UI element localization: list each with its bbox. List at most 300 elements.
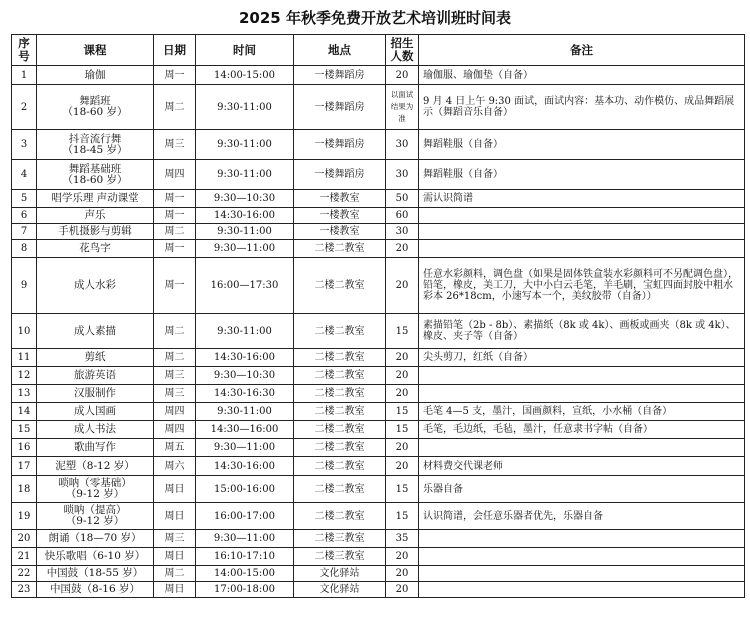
cell-num-text: 13: [17, 388, 31, 399]
cell-time: [196, 208, 294, 224]
cell-time: [196, 66, 294, 85]
cell-course-text: 泥塑（8-12 岁）: [55, 459, 135, 472]
cell-num: [12, 548, 37, 566]
cell-num: [12, 403, 37, 421]
cell-place-text: 二楼二教室: [314, 406, 365, 417]
cell-course: [37, 421, 154, 439]
cell-day: [154, 314, 196, 349]
cell-course-text: 朗诵（18—70 岁）: [48, 532, 142, 544]
cell-place: [294, 439, 386, 457]
cell-num-text: 2: [20, 101, 28, 113]
cell-num: [12, 530, 37, 548]
cell-quota-text: 30: [395, 139, 409, 150]
cell-note-text: 认识简谱，会任意乐器者优先，乐器自备: [423, 510, 603, 522]
cell-quota: [386, 439, 419, 457]
cell-place: [294, 476, 386, 503]
cell-day: [154, 240, 196, 258]
cell-quota-text: 20: [395, 388, 409, 399]
cell-quota-text: 20: [395, 551, 409, 562]
cell-num: [12, 421, 37, 439]
cell-course: [37, 258, 154, 314]
cell-place-text: 一楼教室: [319, 193, 360, 204]
schedule-table: [11, 34, 745, 598]
cell-place: [294, 582, 386, 598]
cell-num-text: 17: [17, 460, 31, 472]
cell-day-text: 周三: [164, 533, 185, 544]
cell-course: [37, 160, 154, 190]
cell-num: [12, 439, 37, 457]
cell-place: [294, 240, 386, 258]
cell-day: [154, 439, 196, 457]
cell-day-text: 周二: [164, 101, 185, 113]
cell-note: [419, 403, 745, 421]
cell-num-text: 16: [17, 442, 31, 453]
cell-course-text: 抖音流行舞 （18-45 岁）: [62, 132, 128, 156]
cell-quota-text: 15: [395, 406, 409, 417]
cell-course-text: 手机摄影与剪辑: [58, 225, 132, 237]
cell-day-text: 周一: [164, 69, 185, 81]
cell-quota-text: 20: [395, 370, 409, 381]
cell-time: [196, 403, 294, 421]
cell-day-text: 周三: [164, 388, 185, 399]
cell-time-text: 9:30—10:30: [213, 370, 276, 381]
cell-place-text: 一楼舞蹈房: [314, 139, 365, 150]
cell-time-text: 9:30-11:00: [217, 101, 272, 113]
cell-place: [294, 530, 386, 548]
cell-time: [196, 566, 294, 582]
cell-note: [419, 548, 745, 566]
cell-num: [12, 314, 37, 349]
cell-course-text: 剪纸: [84, 351, 106, 363]
cell-note-text: 素描铅笔（2b - 8b）、素描纸（8k 或 4k）、画板或画夹（8k 或 4k）、橡皮、夹子等（自备）: [423, 320, 736, 342]
cell-quota-text: 20: [395, 584, 409, 595]
cell-place-text: 一楼舞蹈房: [314, 169, 365, 180]
cell-note-text: 舞蹈鞋服（自备）: [423, 169, 503, 180]
cell-quota-text: 30: [395, 169, 409, 180]
header-day: 日期: [154, 35, 196, 66]
cell-course-text: 唢呐（零基础） （9-12 岁）: [58, 477, 132, 500]
cell-quota: [386, 85, 419, 130]
cell-note-text: 瑜伽服、瑜伽垫（自备）: [423, 69, 533, 81]
cell-quota: [386, 503, 419, 530]
cell-place: [294, 503, 386, 530]
cell-course: [37, 582, 154, 598]
cell-day: [154, 160, 196, 190]
cell-time: [196, 476, 294, 503]
cell-quota-text: 20: [395, 568, 409, 579]
cell-quota-text: 50: [395, 193, 409, 204]
cell-num-text: 9: [20, 280, 28, 291]
cell-day-text: 周日: [164, 483, 185, 495]
cell-course-text: 唢呐（提高） （9-12 岁）: [63, 504, 127, 527]
cell-note: [419, 503, 745, 530]
cell-course-text: 成人素描: [74, 324, 116, 337]
cell-time-text: 9:30-11:00: [217, 169, 272, 180]
table-row: [12, 503, 745, 530]
table-row: [12, 314, 745, 349]
cell-day: [154, 503, 196, 530]
cell-num-text: 18: [17, 483, 31, 495]
cell-num: [12, 66, 37, 85]
cell-place-text: 二楼三教室: [314, 551, 365, 562]
cell-note: [419, 439, 745, 457]
header-note: 备注: [419, 35, 745, 66]
table-row: [12, 582, 745, 598]
cell-place-text: 文化驿站: [319, 568, 360, 579]
cell-time-text: 9:30-11:00: [217, 406, 272, 417]
cell-course: [37, 314, 154, 349]
table-row: [12, 457, 745, 476]
cell-time: [196, 240, 294, 258]
cell-day-text: 周二: [164, 325, 185, 337]
table-row: [12, 548, 745, 566]
cell-course-text: 成人水彩: [74, 279, 116, 291]
cell-note-text: 材料费交代课老师: [423, 460, 503, 472]
cell-time-text: 14:30—16:00: [210, 424, 279, 435]
table-row: [12, 258, 745, 314]
cell-place-text: 一楼舞蹈房: [314, 69, 365, 81]
table-row: [12, 224, 745, 240]
table-row: [12, 66, 745, 85]
cell-time: [196, 439, 294, 457]
cell-quota-text: 20: [395, 69, 409, 81]
cell-time: [196, 349, 294, 367]
cell-num: [12, 566, 37, 582]
cell-num: [12, 385, 37, 403]
cell-time: [196, 548, 294, 566]
cell-place-text: 二楼二教室: [314, 460, 365, 472]
table-row: [12, 208, 745, 224]
cell-num-text: 1: [20, 69, 28, 81]
cell-note: [419, 208, 745, 224]
cell-course-text: 中国鼓（18-55 岁）: [46, 567, 144, 579]
cell-place: [294, 85, 386, 130]
cell-course: [37, 240, 154, 258]
cell-course: [37, 66, 154, 85]
cell-place: [294, 130, 386, 160]
cell-day: [154, 367, 196, 385]
cell-day-text: 周二: [164, 568, 185, 579]
cell-note: [419, 85, 745, 130]
cell-day-text: 周四: [164, 406, 185, 417]
cell-quota-text: 20: [395, 280, 409, 291]
cell-course: [37, 349, 154, 367]
cell-time-text: 14:30-16:00: [213, 460, 275, 472]
cell-quota: [386, 240, 419, 258]
cell-day-text: 周日: [164, 551, 185, 562]
table-row: [12, 85, 745, 130]
cell-num-text: 21: [17, 551, 31, 562]
cell-day-text: 周五: [164, 442, 185, 453]
cell-day-text: 周三: [164, 370, 185, 381]
cell-num-text: 7: [20, 226, 28, 237]
table-row: [12, 530, 745, 548]
cell-note: [419, 476, 745, 503]
cell-day: [154, 476, 196, 503]
cell-course-text: 旅游英语: [74, 369, 116, 381]
cell-quota: [386, 314, 419, 349]
cell-quota-text: 20: [395, 243, 409, 254]
cell-time: [196, 130, 294, 160]
header-course: 课程: [37, 35, 154, 66]
cell-course: [37, 503, 154, 530]
cell-num-text: 23: [17, 584, 31, 595]
cell-num: [12, 130, 37, 160]
cell-place-text: 一楼教室: [319, 210, 360, 221]
cell-place: [294, 258, 386, 314]
cell-day-text: 周三: [164, 139, 185, 150]
cell-num: [12, 457, 37, 476]
cell-num-text: 12: [17, 370, 31, 381]
cell-course: [37, 208, 154, 224]
cell-quota-text: 20: [395, 460, 409, 472]
cell-place-text: 二楼二教室: [314, 243, 365, 254]
cell-note: [419, 258, 745, 314]
cell-num-text: 10: [17, 325, 31, 337]
cell-note-text: 需认识简谱: [423, 193, 473, 204]
table-row: [12, 566, 745, 582]
cell-place: [294, 208, 386, 224]
table-row: [12, 439, 745, 457]
cell-num: [12, 476, 37, 503]
cell-place: [294, 548, 386, 566]
cell-note: [419, 130, 745, 160]
cell-time-text: 14:00-15:00: [213, 568, 275, 579]
cell-time: [196, 190, 294, 208]
cell-day: [154, 530, 196, 548]
cell-time: [196, 530, 294, 548]
cell-place-text: 二楼二教室: [314, 370, 365, 381]
cell-num: [12, 349, 37, 367]
cell-time-text: 17:00-18:00: [213, 584, 275, 595]
cell-time: [196, 582, 294, 598]
cell-quota: [386, 385, 419, 403]
cell-quota: [386, 224, 419, 240]
cell-num: [12, 503, 37, 530]
cell-day: [154, 224, 196, 240]
cell-time-text: 9:30—11:00: [213, 243, 276, 254]
cell-place-text: 二楼三教室: [314, 533, 365, 544]
cell-num-text: 6: [20, 210, 28, 221]
cell-course: [37, 85, 154, 130]
cell-num-text: 15: [17, 424, 31, 435]
cell-place: [294, 190, 386, 208]
cell-quota: [386, 349, 419, 367]
cell-place: [294, 367, 386, 385]
cell-num-text: 3: [20, 139, 28, 150]
cell-day-text: 周一: [164, 193, 185, 204]
cell-course-text: 舞蹈基础班 （18-60 岁）: [62, 162, 128, 186]
cell-note: [419, 530, 745, 548]
cell-day: [154, 403, 196, 421]
cell-day: [154, 66, 196, 85]
cell-note: [419, 385, 745, 403]
cell-place: [294, 349, 386, 367]
cell-time: [196, 314, 294, 349]
cell-quota: [386, 421, 419, 439]
cell-course: [37, 530, 154, 548]
table-row: [12, 160, 745, 190]
cell-note: [419, 240, 745, 258]
cell-course-text: 唱学乐理 声动课堂: [51, 192, 139, 204]
cell-time-text: 16:00-17:00: [213, 510, 275, 522]
cell-place-text: 一楼舞蹈房: [314, 101, 365, 113]
cell-course-text: 成人书法: [74, 423, 116, 435]
cell-course-text: 声乐: [84, 209, 106, 221]
table-row: [12, 385, 745, 403]
cell-place-text: 二楼二教室: [314, 325, 365, 337]
cell-course-text: 快乐歌唱（6-10 岁）: [44, 550, 146, 562]
cell-quota: [386, 582, 419, 598]
cell-time-text: 9:30—11:00: [213, 533, 276, 544]
cell-note-text: 毛笔，毛边纸，毛毡，墨汁，任意隶书字帖（自备）: [423, 424, 653, 435]
cell-day: [154, 130, 196, 160]
cell-course-text: 成人国画: [74, 405, 116, 417]
cell-day: [154, 85, 196, 130]
cell-time-text: 16:00—17:30: [210, 280, 279, 291]
cell-quota-text: 15: [395, 510, 409, 522]
cell-time: [196, 503, 294, 530]
cell-quota-text: 60: [395, 210, 409, 221]
header-time: 时间: [196, 35, 294, 66]
header-place: 地点: [294, 35, 386, 66]
cell-quota: [386, 208, 419, 224]
cell-quota-text: 20: [395, 352, 409, 363]
cell-time-text: 9:30-11:00: [217, 226, 272, 237]
cell-day-text: 周一: [164, 210, 185, 221]
cell-course: [37, 476, 154, 503]
cell-place-text: 二楼二教室: [314, 352, 365, 363]
cell-num: [12, 160, 37, 190]
cell-day: [154, 190, 196, 208]
cell-quota: [386, 190, 419, 208]
table-row: [12, 190, 745, 208]
cell-note-text: 毛笔 4—5 支，墨汁，国画颜料，宣纸，小水桶（自备）: [423, 406, 673, 417]
cell-course: [37, 566, 154, 582]
cell-place-text: 二楼二教室: [314, 388, 365, 399]
cell-num-text: 14: [17, 406, 31, 417]
cell-day-text: 周四: [164, 169, 185, 180]
cell-day-text: 周二: [164, 226, 185, 237]
cell-place: [294, 314, 386, 349]
cell-day-text: 周一: [164, 280, 185, 291]
cell-place-text: 二楼二教室: [314, 510, 365, 522]
cell-quota-text: 35: [395, 533, 409, 544]
cell-course-text: 舞蹈班 （18-60 岁）: [62, 95, 128, 118]
cell-day-text: 周一: [164, 243, 185, 254]
cell-day-text: 周日: [164, 510, 185, 522]
cell-place-text: 二楼二教室: [314, 424, 365, 435]
cell-place-text: 二楼二教室: [314, 280, 365, 291]
cell-note: [419, 457, 745, 476]
cell-num-text: 8: [20, 243, 28, 254]
cell-day-text: 周六: [164, 460, 185, 472]
cell-place: [294, 160, 386, 190]
cell-quota-text: 30: [395, 226, 409, 237]
cell-quota: [386, 367, 419, 385]
table-row: [12, 476, 745, 503]
cell-quota-text: 以面试结果为准: [390, 90, 414, 123]
cell-course: [37, 439, 154, 457]
cell-note: [419, 421, 745, 439]
cell-note: [419, 190, 745, 208]
cell-place: [294, 224, 386, 240]
header-quota: 招生人数: [386, 35, 419, 66]
cell-time-text: 9:30—11:00: [213, 442, 276, 453]
cell-num: [12, 367, 37, 385]
cell-time-text: 9:30-11:00: [217, 325, 272, 337]
cell-num: [12, 240, 37, 258]
cell-course-text: 中国鼓（8-16 岁）: [50, 583, 140, 595]
cell-quota-text: 15: [395, 325, 409, 337]
cell-note: [419, 314, 745, 349]
cell-course: [37, 190, 154, 208]
cell-num-text: 22: [17, 568, 31, 579]
cell-num: [12, 190, 37, 208]
cell-note-text: 9 月 4 日上午 9:30 面试，面试内容：基本功、动作模仿、成品舞蹈展示（舞蹈音乐自备）: [423, 96, 735, 118]
table-row: [12, 349, 745, 367]
cell-quota: [386, 258, 419, 314]
cell-day: [154, 582, 196, 598]
cell-place-text: 二楼二教室: [314, 483, 365, 495]
page-title: 2025 年秋季免费开放艺术培训班时间表: [239, 9, 511, 27]
table-row: [12, 130, 745, 160]
cell-time: [196, 224, 294, 240]
cell-day: [154, 385, 196, 403]
cell-course: [37, 457, 154, 476]
cell-note-text: 乐器自备: [423, 483, 463, 495]
cell-place-text: 文化驿站: [319, 584, 360, 595]
cell-day: [154, 457, 196, 476]
cell-time: [196, 160, 294, 190]
cell-num: [12, 85, 37, 130]
cell-quota: [386, 403, 419, 421]
cell-day: [154, 421, 196, 439]
header-num: 序号: [12, 35, 37, 66]
cell-note: [419, 66, 745, 85]
cell-num-text: 19: [17, 510, 31, 522]
cell-course: [37, 224, 154, 240]
cell-quota: [386, 160, 419, 190]
cell-place-text: 一楼教室: [319, 226, 360, 237]
header-row: [12, 35, 745, 66]
cell-quota: [386, 566, 419, 582]
cell-time-text: 14:30-16:00: [213, 352, 275, 363]
cell-course-text: 瑜伽: [84, 68, 106, 81]
cell-note: [419, 349, 745, 367]
cell-note-text: 任意水彩颜料，调色盘（如果是固体铁盒装水彩颜料可不另配调色盘），铅笔，橡皮，美工刀，大中小白云毛笔，羊毛刷，宝虹四面封胶中粗水彩本 26*18cm，小速写本一个，美纹胶带（自备））: [423, 269, 738, 302]
cell-quota: [386, 476, 419, 503]
cell-note: [419, 566, 745, 582]
cell-num-text: 5: [20, 193, 28, 204]
cell-num-text: 20: [17, 533, 31, 544]
cell-day: [154, 349, 196, 367]
cell-quota-text: 15: [395, 424, 409, 435]
cell-course-text: 歌曲写作: [74, 441, 116, 453]
cell-day: [154, 566, 196, 582]
cell-note-text: 舞蹈鞋服（自备）: [423, 139, 503, 150]
cell-time: [196, 421, 294, 439]
cell-num: [12, 224, 37, 240]
cell-time-text: 14:30-16:00: [213, 210, 275, 221]
cell-num: [12, 582, 37, 598]
cell-course-text: 花鸟字: [79, 242, 111, 254]
table-row: [12, 421, 745, 439]
cell-note: [419, 160, 745, 190]
cell-place: [294, 403, 386, 421]
cell-place: [294, 566, 386, 582]
cell-place: [294, 385, 386, 403]
